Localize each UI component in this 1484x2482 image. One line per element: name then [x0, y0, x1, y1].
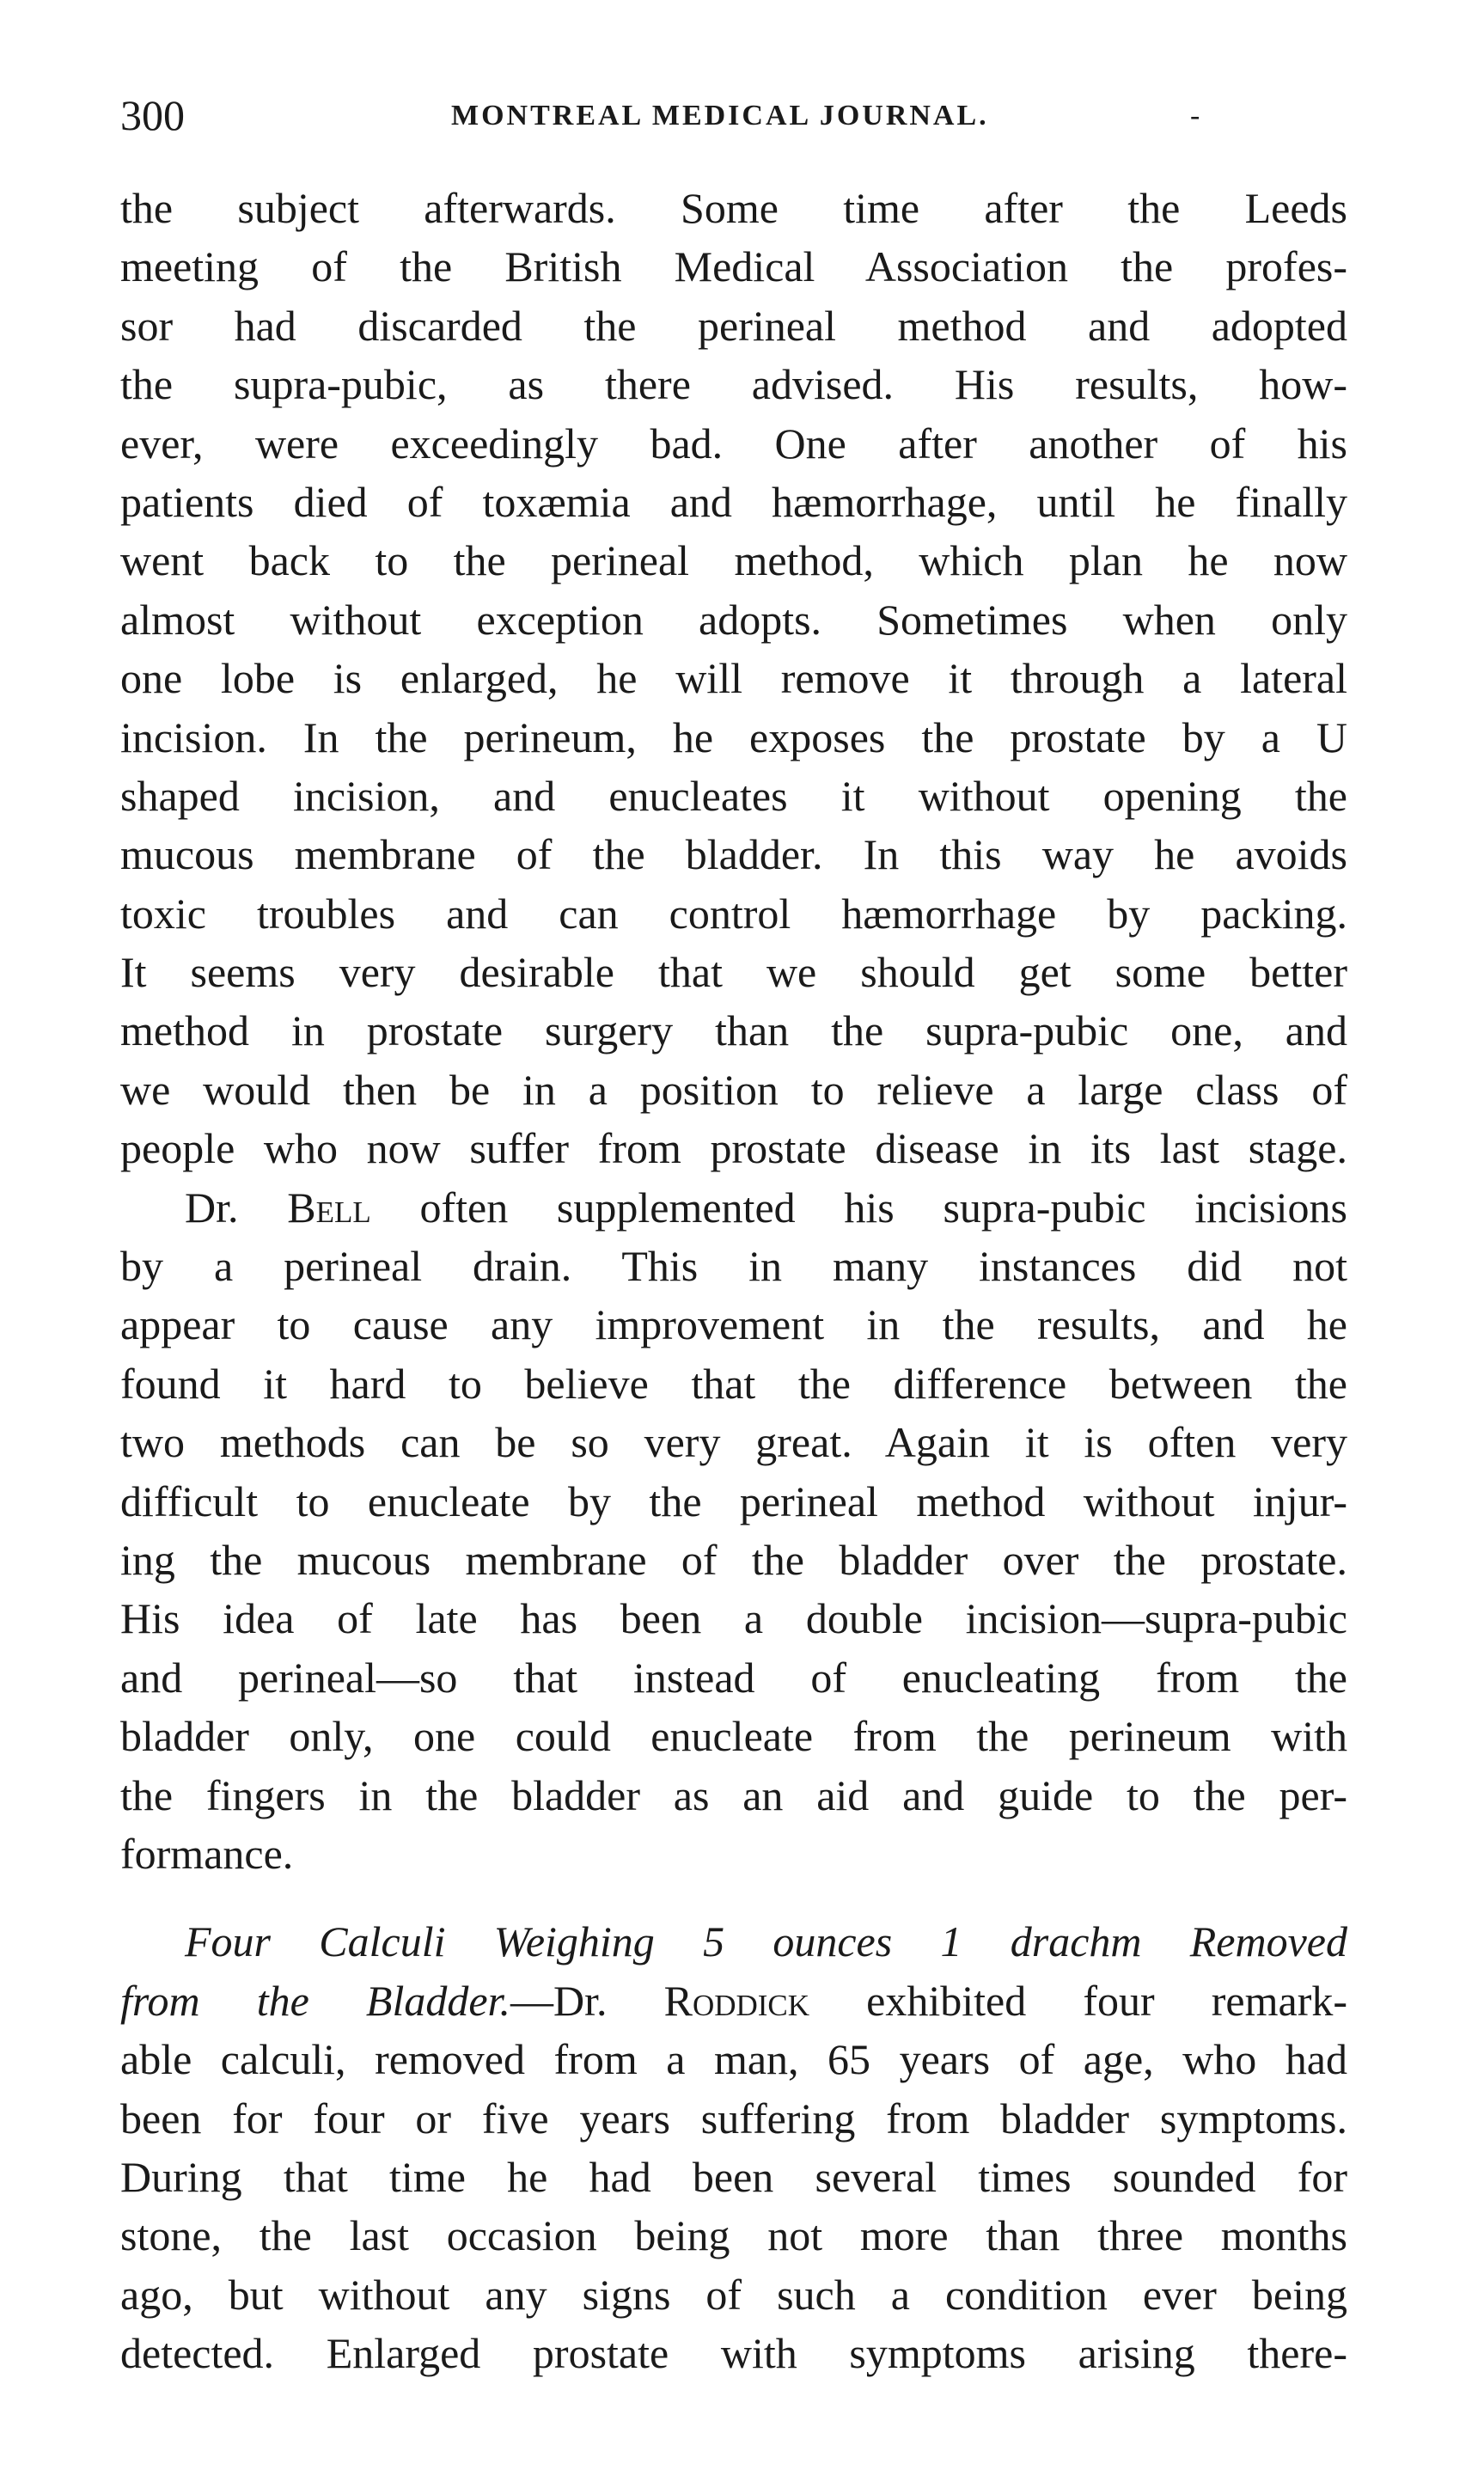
text-line: able calculi, removed from a man, 65 years of age, who had: [120, 2035, 1347, 2084]
paragraph-dr-bell: [120, 1178, 1347, 1884]
text-line: During that time he had been several times sounded for: [120, 2152, 1347, 2201]
text-line: and perineal—so that instead of enucleating from the: [120, 1653, 1347, 1702]
body-text: [120, 179, 1347, 2382]
text-line: ing the mucous membrane of the bladder over the prostate.: [120, 1535, 1347, 1584]
text-line: been for four or five years suffering from bladder symptoms.: [120, 2094, 1347, 2143]
running-head-mark: -: [1190, 100, 1200, 131]
text-line: found it hard to believe that the difference between the: [120, 1359, 1347, 1408]
text-line: [120, 1178, 1347, 1237]
text-line: appear to cause any improvement in the results, and he: [120, 1300, 1347, 1349]
line-rest: exhibited four remark-: [809, 1976, 1347, 2025]
text-line: sor had discarded the perineal method and adopted: [120, 301, 1347, 350]
line-suffix: often supplemented his supra-pubic incisions: [370, 1183, 1347, 1232]
text-line: ago, but without any signs of such a condition ever being: [120, 2270, 1347, 2319]
text-line: incision. In the perineum, he exposes the prostate by a U: [120, 712, 1347, 761]
text-line: one lobe is enlarged, he will remove it through a lateral: [120, 654, 1347, 703]
text-line: shaped incision, and enucleates it without opening the: [120, 771, 1347, 820]
journal-title: MONTREAL MEDICAL JOURNAL.: [451, 100, 989, 131]
text-line: His idea of late has been a double incision—supra-pubic: [120, 1594, 1347, 1643]
text-line: two methods can be so very great. Again it is often very: [120, 1418, 1347, 1467]
text-line: meeting of the British Medical Association the profes-: [120, 242, 1347, 291]
surgeon-name-roddick: Roddick: [663, 1976, 810, 2025]
line-dash: —Dr.: [510, 1976, 664, 2025]
text-line: the fingers in the bladder as an aid and guide to the per-: [120, 1770, 1347, 1819]
text-line: difficult to enucleate by the perineal method without injur-: [120, 1476, 1347, 1525]
text-line: toxic troubles and can control hæmorrhage by packing.: [120, 889, 1347, 938]
text-line: method in prostate surgery than the supra-pubic one, and: [120, 1006, 1347, 1055]
text-line: the supra-pubic, as there advised. His results, how-: [120, 360, 1347, 409]
text-line: went back to the perineal method, which plan he now: [120, 536, 1347, 585]
paragraph-continued: [120, 179, 1347, 1178]
text-line: we would then be in a position to relieve a large class of: [120, 1065, 1347, 1114]
line-prefix: Dr.: [185, 1183, 288, 1232]
text-line: patients died of toxæmia and hæmorrhage, until he finally: [120, 477, 1347, 526]
text-line: stone, the last occasion being not more than three months: [120, 2211, 1347, 2260]
paragraph-four-calculi: [120, 1912, 1347, 2382]
text-line: by a perineal drain. This in many instances did not: [120, 1242, 1347, 1291]
text-line: people who now suffer from prostate disease in its last stage.: [120, 1124, 1347, 1173]
text-line: formance.: [120, 1829, 294, 1878]
text-line: detected. Enlarged prostate with symptoms arising there-: [120, 2329, 1347, 2378]
text-line: [120, 1972, 1347, 2030]
running-head: [120, 89, 1349, 141]
page-number: 300: [120, 91, 185, 139]
section-heading-end: from the Bladder.: [120, 1976, 510, 2025]
text-line: mucous membrane of the bladder. In this way he avoids: [120, 830, 1347, 879]
surgeon-name-bell: Bell: [287, 1183, 371, 1232]
text-line: the subject afterwards. Some time after the Leeds: [120, 184, 1347, 232]
text-line: bladder only, one could enucleate from the perineum with: [120, 1712, 1347, 1761]
paragraph-gap: [120, 1883, 1347, 1912]
text-line: almost without exception adopts. Sometimes when only: [120, 595, 1347, 644]
section-heading: Four Calculi Weighing 5 ounces 1 drachm Removed: [185, 1917, 1347, 1966]
text-line: ever, were exceedingly bad. One after another of his: [120, 419, 1347, 468]
text-line: It seems very desirable that we should get some better: [120, 948, 1347, 997]
